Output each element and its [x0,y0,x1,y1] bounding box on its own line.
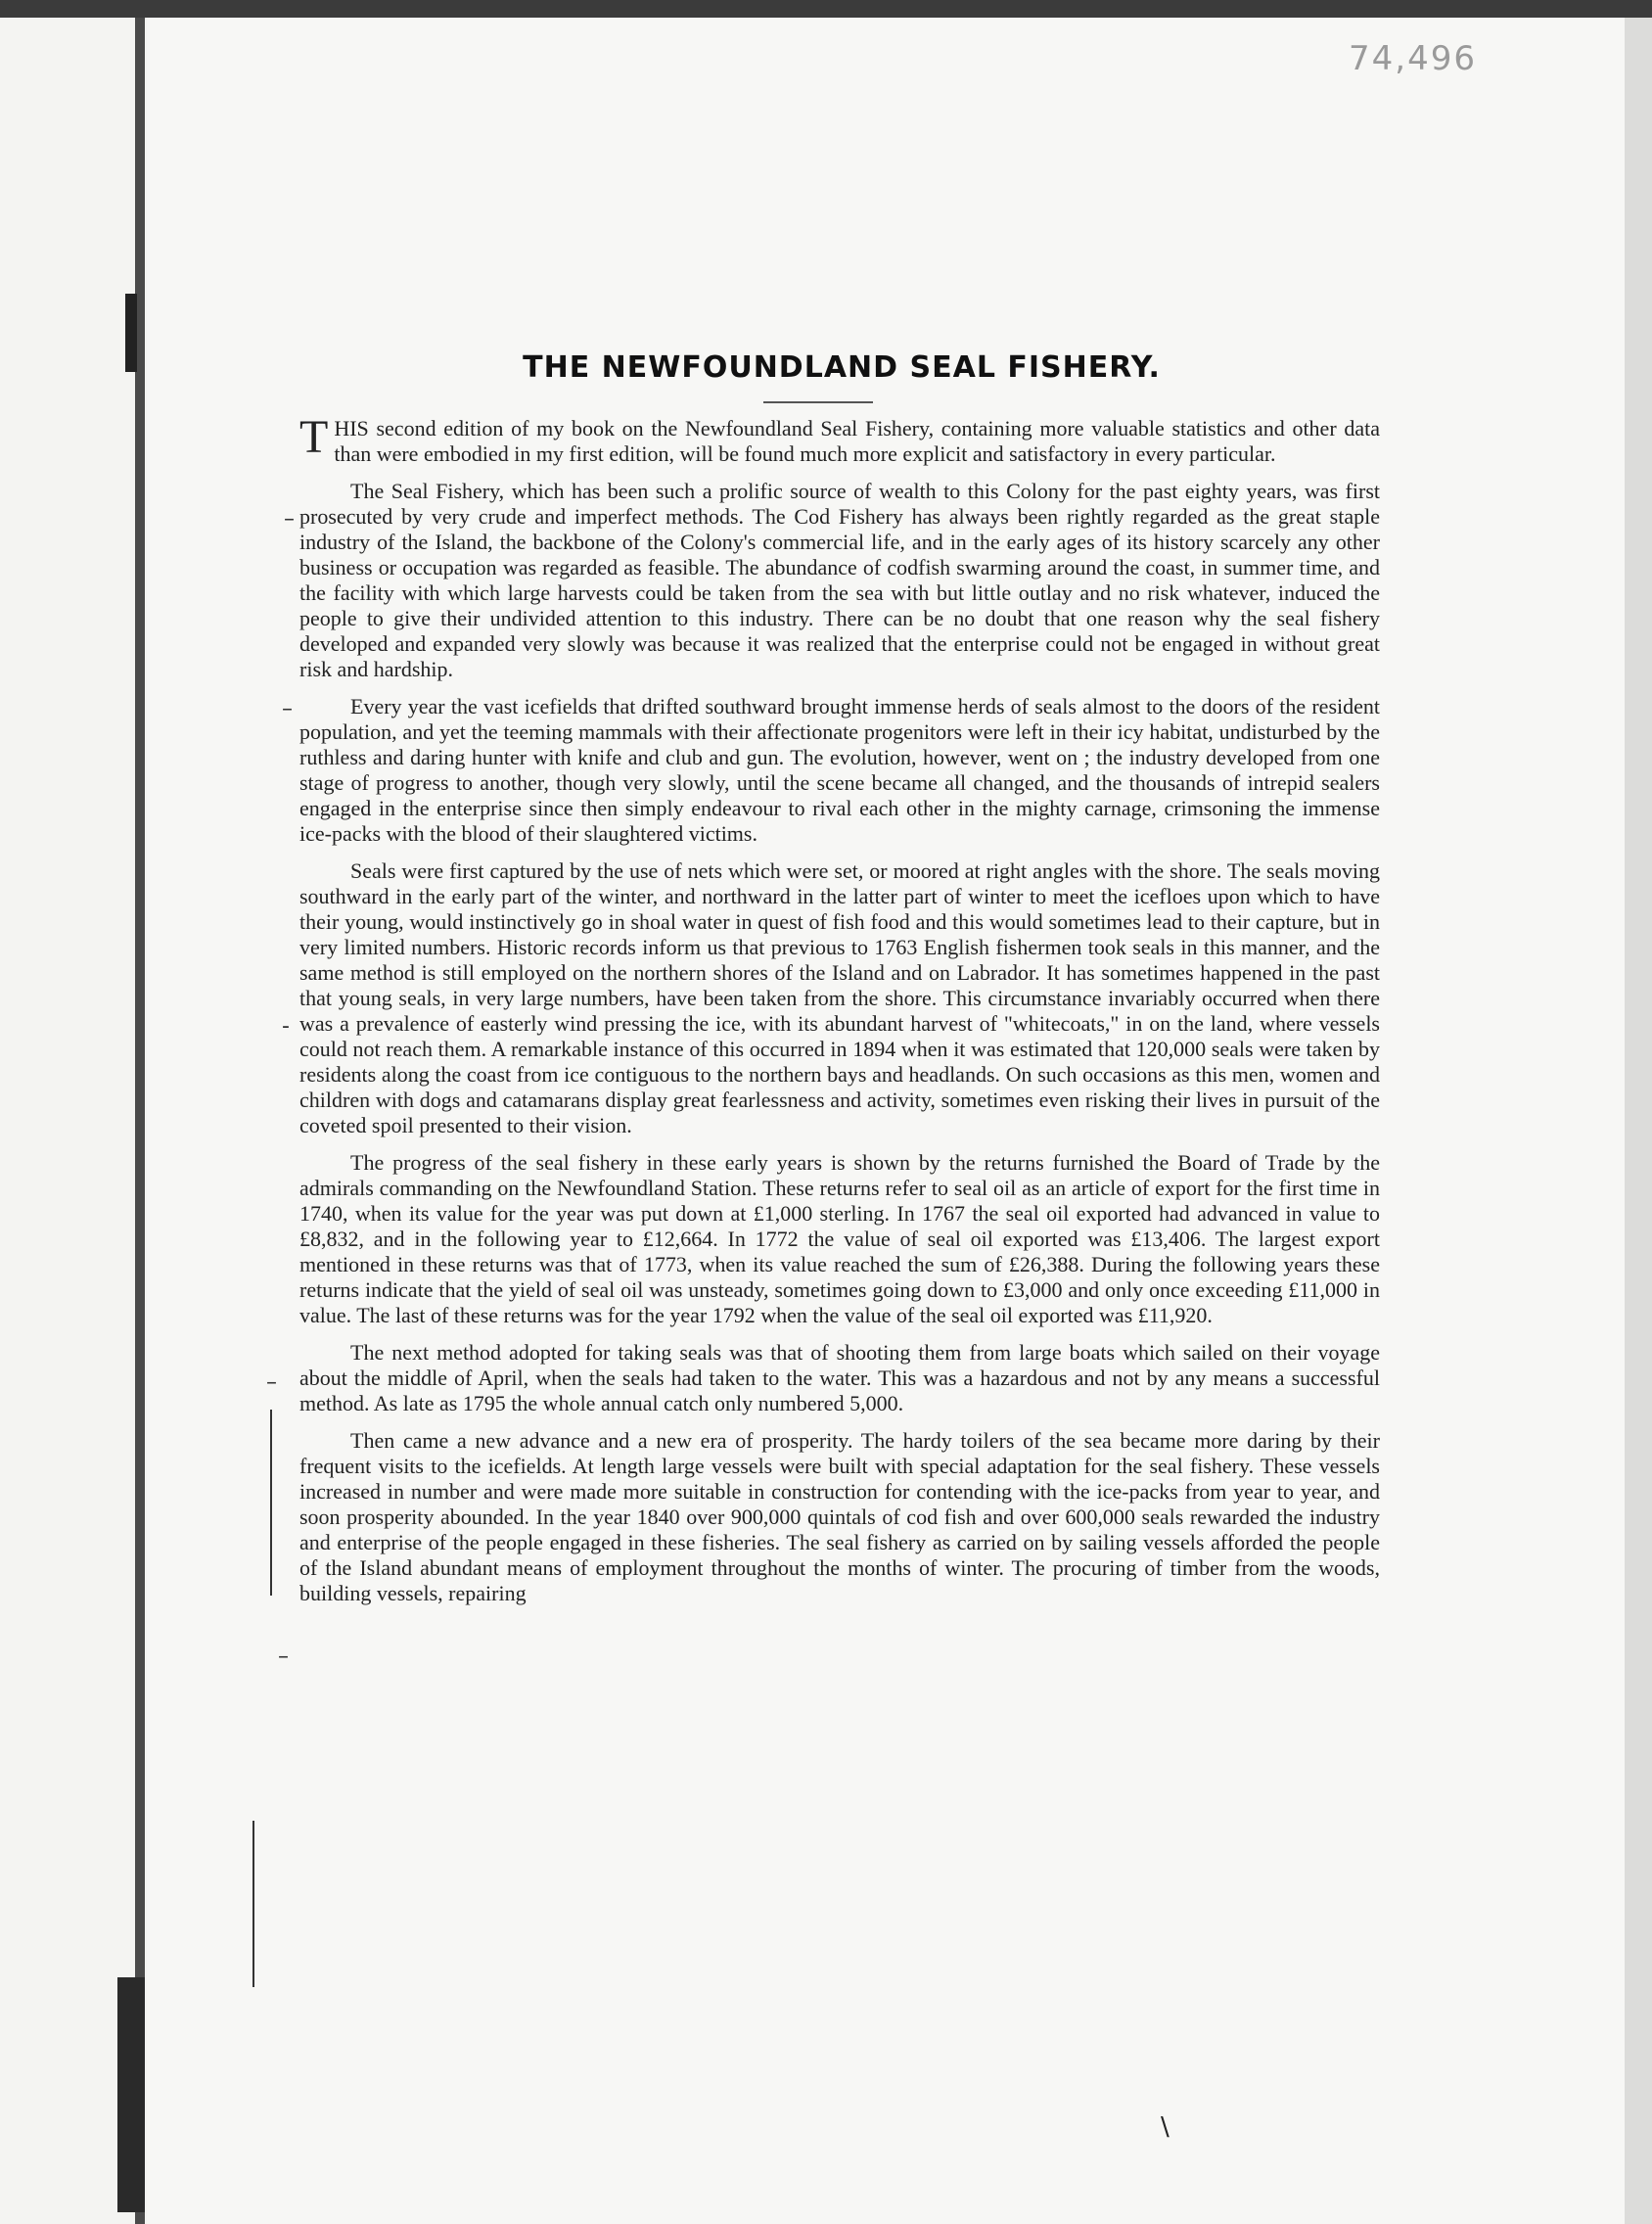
stray-mark: \ [1161,2112,1170,2142]
scan-top-edge [0,0,1652,18]
paragraph-6: The next method adopted for taking seals was that of shooting them from large boats which sailed on their voyage about the middle of April, when the seals had taken to the water. This was a hazardous and not by any means a successful method. As late as 1795 the whole annual catch only numbered 5,000. [299,1340,1380,1415]
margin-bracket [252,1821,254,1987]
paragraph-4: Seals were first captured by the use of nets which were set, or moored at right angles with the shore. The seals moving southward in the early part of the winter, and northward in the latter part of winter to meet the icefloes upon which to have their young, would instinctively go in shoal water in quest of fish food and this would sometimes lead to their capture, but in very limited numbers. Historic records inform us that previous to 1763 English fishermen took seals in this manner, and the same method is still employed on the northern shores of the Island and on Labrador. It has sometimes happened in the past that young seals, in very large numbers, have been taken from the shore. This circumstance invariably occurred when there was a prevalence of easterly wind pressing the ice, with its abundant harvest of "whitecoats," in on the land, where vessels could not reach them. A remarkable instance of this occurred in 1894 when it was estimated that 120,000 seals were taken by residents along the coast from ice contiguous to the northern bays and headlands. On such occasions as this men, women and children with dogs and catamarans display great fearlessness and activity, sometimes even risking their lives in pursuit of the coveted spoil presented to their vision. [299,858,1380,1137]
pencil-annotation: 74,496 [1349,39,1477,78]
paragraph-2: The Seal Fishery, which has been such a prolific source of wealth to this Colony for the past eighty years, was first prosecuted by very crude and imperfect methods. The Cod Fishery has always been rightly regarded as the great staple industry of the Island, the backbone of the Colony's commercial life, and in the early ages of its history scarcely any other business or occupation was regarded as feasible. The abundance of codfish swarming around the coast, in summer time, and the facility with which large harvests could be taken from the sea with but little outlay and no risk whatever, induced the people to give their undivided attention to this industry. There can be no doubt that one reason why the seal fishery developed and expanded very slowly was because it was realized that the enterprise could not be engaged in without great risk and hardship. [299,479,1380,681]
margin-dash-mark: - [282,1014,290,1039]
margin-dash-mark: – [284,507,295,532]
paragraph-5: The progress of the seal fishery in these early years is shown by the returns furnished the Board of Trade by the admirals commanding on the Newfoundland Station. These returns refer to seal oil as an article of export for the first time in 1740, when its value for the year was put down at £1,000 sterling. In 1767 the seal oil exported had advanced in value to £8,832, and in the following year to £12,664. In 1772 the value of seal oil exported was £13,406. The largest export mentioned in these returns was that of 1773, when its value reached the sum of £26,388. During the following years these returns indicate that the yield of seal oil was unsteady, sometimes going down to £3,000 and only once exceeding £11,000 in value. The last of these returns was for the year 1792 when the value of the seal oil exported was £11,920. [299,1150,1380,1327]
title-rule [763,401,873,403]
margin-dash-mark: – [278,1645,289,1669]
paragraph-1 [299,411,1380,467]
margin-bracket [270,1410,272,1596]
paragraph-text: HIS second edition of my book on the Newfoundland Seal Fishery, containing more valuable statistics and other data than were embodied in my first edition, will be found much more explicit and satisfactory in every particular. [334,416,1380,466]
page-title: THE NEWFOUNDLAND SEAL FISHERY. [523,350,1161,385]
paragraph-3: Every year the vast icefields that drifted southward brought immense herds of seals almost to the doors of the resident population, and yet the teeming mammals with their affectionate progenitors were left in their icy habitat, undisturbed by the ruthless and daring hunter with knife and club and gun. The evolution, however, went on ; the industry developed from one stage of progress to another, though very slowly, until the scene became all changed, and the thousands of intrepid sealers engaged in the enterprise since then simply endeavour to rival each other in the mighty carnage, crimsoning the immense ice-packs with the blood of their slaughtered victims. [299,694,1380,846]
paragraph-7: Then came a new advance and a new era of prosperity. The hardy toilers of the sea became more daring by their frequent visits to the icefields. At length large vessels were built with special adaptation for the seal fishery. These vessels increased in number and were made more suitable in construction for contending with the ice-packs from year to year, and soon prosperity abounded. In the year 1840 over 900,000 quintals of cod fish and over 600,000 seals rewarded the industry and enterprise of the people engaged in these fisheries. The seal fishery as carried on by sailing vessels afforded the people of the Island abundant means of employment throughout the months of winter. The procuring of timber from the woods, building vessels, repairing [299,1428,1380,1605]
margin-dash-mark: – [266,1370,277,1395]
drop-cap: T [299,411,329,463]
page-edge [1625,18,1652,2224]
spine-bottom-shadow [117,1977,145,2212]
body-text [299,411,1380,1618]
margin-arrow-mark: – [282,697,293,721]
